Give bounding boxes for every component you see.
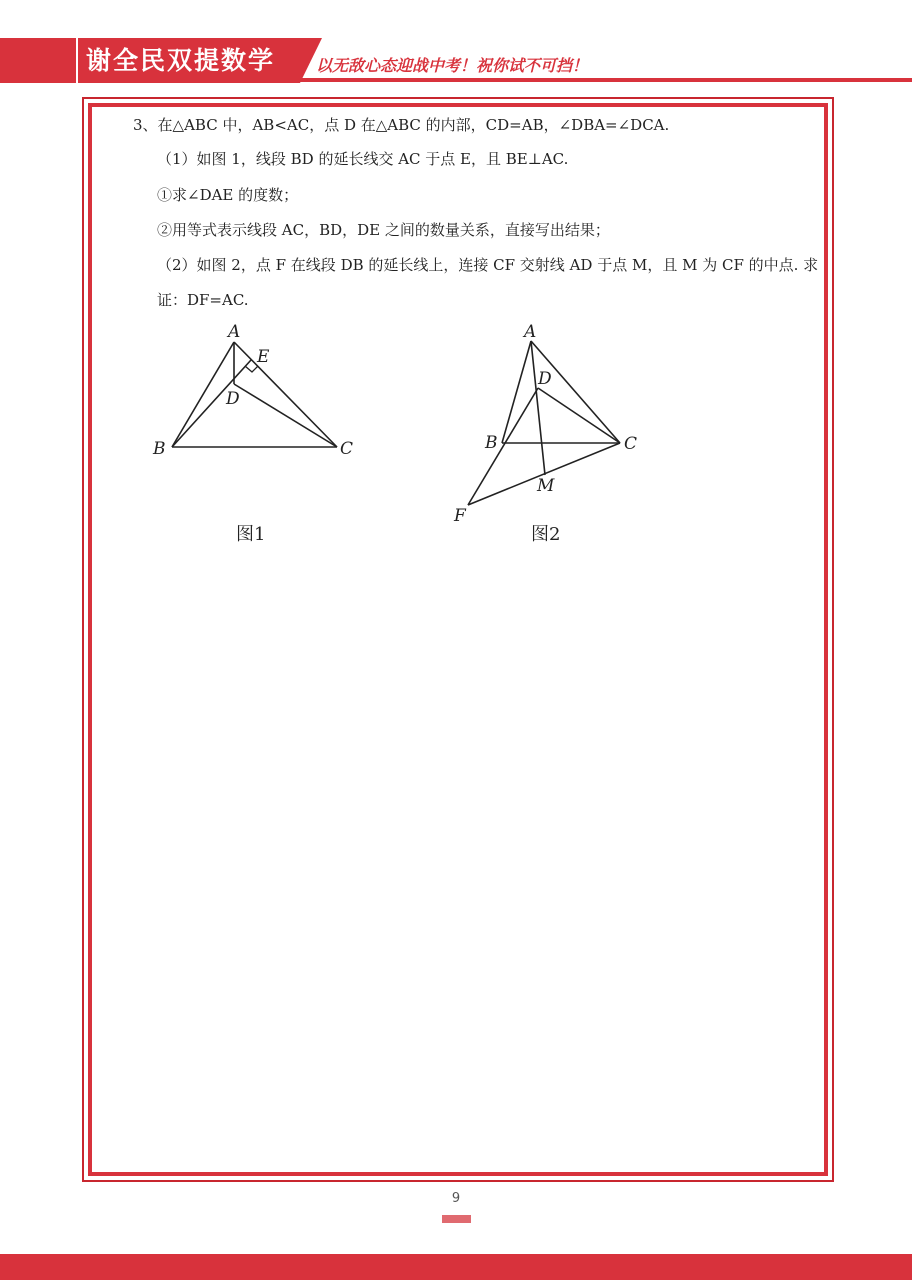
problem-part2-cont: 证：DF=AC. xyxy=(157,291,249,309)
fig1-label-e: E xyxy=(257,347,270,367)
fig2-label-b: B xyxy=(485,433,498,453)
fig1-label-d: D xyxy=(226,389,240,409)
footer-bar xyxy=(0,1254,912,1280)
page-number: 9 xyxy=(451,1191,461,1206)
fig2-side-ab xyxy=(502,341,531,443)
fig2-label-m: M xyxy=(537,476,555,496)
header-slogan: 以无敌心态迎战中考！祝你试不可挡！ xyxy=(316,56,589,75)
fig1-side-ab xyxy=(172,342,234,447)
problem-part2: （2）如图 2，点 F 在线段 DB 的延长线上，连接 CF 交射线 AD 于点 M，且 M 为 CF 的中点. 求 xyxy=(157,256,819,274)
fig1-label-a: A xyxy=(228,322,241,342)
fig2-segment-fd xyxy=(468,388,538,505)
fig1-label-b: B xyxy=(153,439,166,459)
fig2-label-a: A xyxy=(524,322,537,342)
page-number-marker xyxy=(442,1215,471,1223)
problem-part1-q1: ①求∠DAE 的度数； xyxy=(157,186,299,204)
fig2-ray-am xyxy=(531,341,545,475)
fig2-caption: 图2 xyxy=(531,524,561,545)
fig2-label-c: C xyxy=(624,434,638,454)
problem-part1-q2: ②用等式表示线段 AC，BD，DE 之间的数量关系，直接写出结果； xyxy=(157,221,610,239)
fig1-label-c: C xyxy=(340,439,354,459)
fig1-caption: 图1 xyxy=(236,524,266,545)
problem-statement: 3、在△ABC 中，AB<AC，点 D 在△ABC 的内部，CD=AB，∠DBA=∠DCA. xyxy=(133,116,670,134)
header-title: 谢全民双提数学 xyxy=(86,46,276,75)
fig2-label-d: D xyxy=(538,369,552,389)
fig2-label-f: F xyxy=(454,506,466,526)
figures-svg xyxy=(0,0,912,600)
problem-part1: （1）如图 1，线段 BD 的延长线交 AC 于点 E，且 BE⊥AC. xyxy=(157,150,569,168)
fig1-side-ac xyxy=(234,342,337,447)
figure-1 xyxy=(172,342,337,447)
